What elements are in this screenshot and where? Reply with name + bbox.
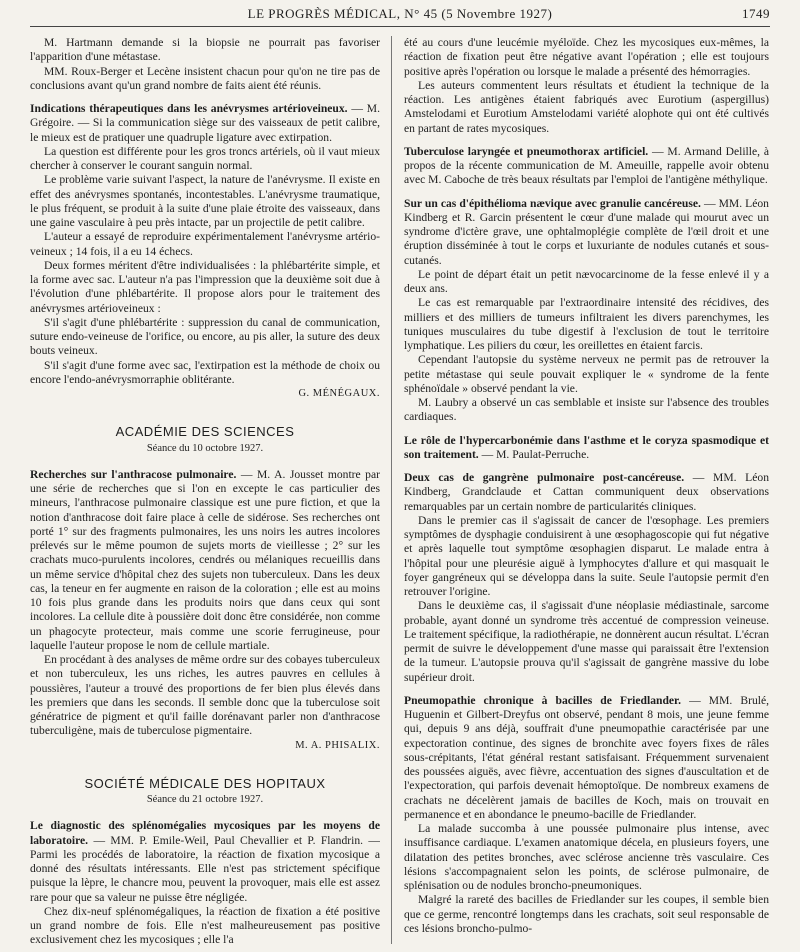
- column-divider: [391, 36, 392, 944]
- paragraph: Malgré la rareté des bacilles de Friedlander sur les coupes, il semble bien que ce germe, rencontré longtemps dans les crachats, soit seul responsable de ces lésions broncho-pulmo-: [404, 893, 769, 935]
- paragraph: La malade succomba à une poussée pulmonaire plus intense, avec insuffisance cardiaque. L'examen anatomique décela, en plusieurs foyers, une dilatation des petites bronches, avec sclérose ancienne très vasculaire. Ces lésions s'accompagnaient selon les points, de sclérose pulmonaire, de splénisation ou de nodules broncho-pneumoniques.: [404, 822, 769, 892]
- article-text: — M. Armand Delille, à propos de la récente communication de M. Ameuille, rappelle avoir obtenu avec M. Caboche de très beaux résultats par l'emploi de l'antigène méthylique.: [404, 144, 769, 187]
- article-text: — M. Grégoire. — Si la communication siège sur des vaisseaux de petit calibre, le mieux est de pratiquer une quadruple ligature avec extirpation.: [30, 102, 380, 144]
- article-title: Le rôle de l'hypercarbonémie dans l'asthme et le coryza spasmodique et son traitement.: [404, 433, 769, 461]
- paragraph: été au cours d'une leucémie myéloïde. Chez les mycosiques eux-mêmes, la réaction de fixation peut être négative avant l'opération ; elle est toujours positive après l'opération ou lorsque le malade a présenté des hémorragies.: [404, 36, 769, 78]
- page-number: 1749: [742, 6, 770, 21]
- article-title: Deux cas de gangrène pulmonaire post-cancéreuse.: [404, 471, 685, 484]
- paragraph: Le cas est remarquable par l'extraordinaire intensité des récidives, des milliers et des milliers de tumeurs infiltraient les divers parenchymes, les tuniques musculaires du tube digestif à l'exclusion de tout le territoire lymphatique. Les piliers du cœur, les oreillettes en étaient farcis.: [404, 296, 769, 352]
- paragraph: M. Laubry a observé un cas semblable et insiste sur l'absence des troubles cardiaques.: [404, 396, 769, 424]
- article-title: Pneumopathie chronique à bacilles de Friedlander.: [404, 693, 682, 707]
- left-column: [30, 36, 380, 946]
- article-entry: [30, 102, 380, 145]
- paragraph: L'auteur a essayé de reproduire expérimentalement l'anévrysme artério-veineux ; 14 fois, il a eu 14 échecs.: [30, 230, 380, 258]
- author-signature: G. MÉNÉGAUX.: [298, 388, 380, 399]
- paragraph: S'il s'agit d'une phlébartérite : suppression du canal de communication, suture endo-veineuse de l'orifice, ou encore, au pis aller, la suture des deux bouts veineux.: [30, 315, 380, 358]
- paragraph: Chez dix-neuf splénomégaliques, la réaction de fixation a été positive un grand nombre de fois. Elle n'est malheureusement pas positive exclusivement chez les mycosiques ; elle l'a: [30, 904, 380, 946]
- article-title: Le diagnostic des splénomégalies mycosiques par les moyens de laboratoire.: [30, 819, 380, 847]
- paragraph: Dans le deuxième cas, il s'agissait d'une néoplasie médiastinale, sarcome probable, ayant donné un syndrome très accentué de compression veineuse. Le traitement spécifique, la radiothérapie, ne donnèrent aucun résultat. L'écran permit de suivre le développement d'une masse qui paraissait être l'extension de la tumeur. L'autopsie prouva qu'il s'agissait de gangrène massive du lobe supérieur droit.: [404, 599, 769, 684]
- article-text: — M. A. Jousset montre par une série de recherches que si l'on en excepte le cas particulier des mineurs, l'anthracose pulmonaire classique est une pure fiction, et que la notion d'anthracose doit faire place à celle de sidérose. Ses recherches ont porté 1° sur des fragments pulmonaires, les uns noirs les autres incolores prélevés sur le même poumon de sujets morts de vieillesse ; 2° sur les crachats muco-purulents incolores, cendrés ou mélaniques recueillis dans un même service d'hôpital chez des sujets non tuberculeux. Dans les deux cas, la teneur en fer augmente en raison de la coloration ; elle est au moins 10 fois plus grande dans les produits noirs que dans ceux qui sont incolores. La cellule dite à poussière doit donc être considérée, non comme un phagocyte protecteur, mais comme une scorie ferrugineuse, pour laquelle l'auteur propose le nom de cellule martiale.: [30, 467, 380, 652]
- paragraph: Les auteurs commentent leurs résultats et étudient la technique de la réaction. Les antigènes étaient fabriqués avec Eurotium (aspergillus) Amstelodami et Eurotium Amstelodami variété alophote qui ont été cultivés en partant de rates mycosiques.: [404, 78, 769, 135]
- article-text: — M. Paulat-Perruche.: [481, 447, 590, 461]
- paragraph: MM. Roux-Berger et Lecène insistent chacun pour qu'on ne tire pas de conclusions avant qu'un grand nombre de faits aient été réunis.: [30, 64, 380, 92]
- article-entry: [30, 468, 380, 653]
- paragraph: La question est différente pour les gros troncs artériels, où il vaut mieux chercher à conserver le courant sanguin normal.: [30, 144, 380, 172]
- section-heading: ACADÉMIE DES SCIENCES: [115, 424, 295, 440]
- article-entry: [30, 819, 380, 905]
- running-header: [30, 4, 770, 27]
- article-entry: [404, 434, 769, 463]
- article-text: — MM. Léon Kindberg, Grandclaude et Cattan communiquent deux observations remarquables par un certain nombre de particularités cliniques.: [404, 471, 769, 513]
- section-heading: SOCIÉTÉ MÉDICALE DES HOPITAUX: [84, 775, 326, 791]
- paragraph: M. Hartmann demande si la biopsie ne pourrait pas favoriser l'apparition d'une métastase.: [30, 36, 380, 64]
- article-text: — MM. Léon Kindberg et R. Garcin présentent le cœur d'une malade qui mourut avec un syndrome d'ictère grave, une ophtalmoplégie complète de l'œil droit et une éruption disséminée à tout le corps et luxuriante de nodules cutanés et sous-cutanés.: [404, 196, 769, 267]
- paragraph: En procédant à des analyses de même ordre sur des cobayes tuberculeux et non tuberculeux, les uns riches, les autres pauvres en cellules à poussières, l'auteur a trouvé des proportions de fer bien plus élevés dans les premiers que dans les seconds. Il semble donc que la tuberculose soit génératrice de pigment et qu'il faille dorénavant parler non d'anthracose tuberculigène, mais de tuberculose pigmentaire.: [30, 653, 380, 738]
- article-entry: [404, 471, 769, 514]
- article-text: — MM. P. Emile-Weil, Paul Chevallier et P. Flandrin. — Parmi les procédés de laboratoire, la réaction de fixation mycosique a donné des résultats intéressants. Elle n'est pas strictement spécifique puisque la lèpre, le chancre mou, peuvent la provoquer, mais elle est assez rare pour que sa valeur ne puisse être négligée.: [30, 833, 380, 904]
- session-date: Séance du 10 octobre 1927.: [146, 442, 264, 454]
- paragraph: Deux formes méritent d'être individualisées : la phlébartérite simple, et la forme avec sac. L'auteur n'a pas l'impression que la deuxième soit due à l'évolution d'une phlébartérite. Il propose alors pour le traitement des anévrysmes artérioveineux :: [30, 258, 380, 315]
- article-title: Recherches sur l'anthracose pulmonaire.: [30, 467, 237, 481]
- article-title: Sur un cas d'épithélioma nævique avec granulie cancéreuse.: [404, 196, 701, 210]
- paragraph: Le point de départ était un petit nævocarcinome de la fesse enlevé il y a deux ans.: [404, 267, 769, 295]
- article-entry: [404, 145, 769, 188]
- right-column: [404, 36, 769, 946]
- paragraph: Cependant l'autopsie du système nerveux ne permit pas de retrouver la petite métastase qui seule pouvait expliquer le « syndrome de la fente sphénoïdale » observé pendant la vie.: [404, 353, 769, 395]
- author-signature: M. A. PHISALIX.: [295, 739, 380, 751]
- article-entry: [404, 197, 769, 268]
- paragraph: Le problème varie suivant l'aspect, la nature de l'anévrysme. Il existe en effet des anévrysmes spontanés, incontestables. L'anévrysme traumatique, le plus fréquent, se produit à la suite d'une plaie étroite des vaisseaux, dans une gaine vasculaire à peu près intacte, par un projectile de petit calibre.: [30, 173, 380, 229]
- article-entry: [404, 694, 769, 822]
- article-title: Tuberculose laryngée et pneumothorax artificiel.: [404, 144, 649, 158]
- article-title: Indications thérapeutiques dans les anévrysmes artérioveineux.: [30, 102, 348, 115]
- session-date: Séance du 21 octobre 1927.: [146, 794, 264, 805]
- article-text: — MM. Brulé, Huguenin et Gilbert-Dreyfus ont observé, pendant 8 mois, une jeune femme qui, depuis 9 ans déjà, souffrait d'une pneumopathie caractérisée par une expectoration continue, des signes de bronchite avec foyers fixes de râles sous-crépitants, l'état général restant satisfaisant. Fréquemment survenaient des poussées aiguës, avec fièvre, accentuation des signes d'auscultation et de l'expectoration, qui parfois devenait hémoptoïque. De nombreux examens de crachats ne décelèrent jamais de bacilles de Koch, mais on trouvait en permanence et en abondance le pneumo-bacille de Friedlander.: [404, 693, 769, 821]
- journal-title: LE PROGRÈS MÉDICAL, N° 45 (5 Novembre 1927): [247, 6, 553, 21]
- paragraph: Dans le premier cas il s'agissait de cancer de l'œsophage. Les premiers symptômes de dysphagie conduisirent à une œsophagoscopie qui fut négative et après laquelle tout symptôme œsophagien disparut. Le malade entra à l'hôpital pour une pleurésie aiguë à lymphocytes d'allure et qui masquait le foyer gangréneux qui se développa dans la suite. Seule l'autopsie permit d'en retrouver l'origine.: [404, 513, 769, 598]
- paragraph: S'il s'agit d'une forme avec sac, l'extirpation est la méthode de choix ou encore l'endo-anévrysmorraphie oblitérante.: [30, 358, 380, 386]
